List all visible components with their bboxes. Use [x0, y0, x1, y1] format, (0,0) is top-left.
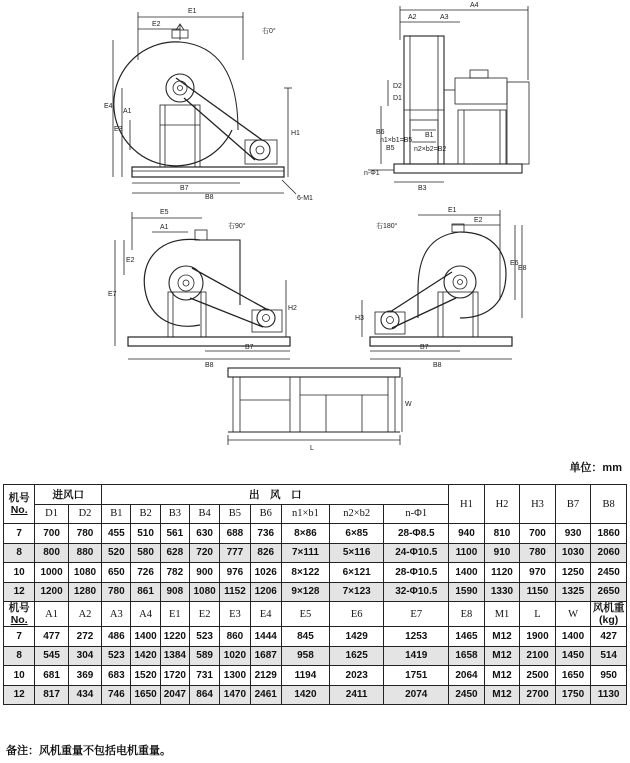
view-right-90-text	[108, 209, 297, 369]
svg-text:H1: H1	[291, 130, 300, 137]
table-cell: 12	[4, 582, 35, 602]
table-cell: 900	[189, 563, 219, 583]
svg-text:H3: H3	[355, 315, 364, 322]
view-right-0-text	[104, 8, 313, 202]
svg-text:E3: E3	[114, 126, 123, 133]
svg-text:A2: A2	[408, 14, 417, 21]
table-cell: 726	[131, 563, 160, 583]
table-cell: 7×123	[329, 582, 383, 602]
table-row	[4, 563, 627, 583]
table-cell: 800	[35, 543, 68, 563]
table-cell: 700	[35, 524, 68, 544]
header2-weight: 风机重 (kg)	[591, 602, 627, 627]
table-cell: 2060	[591, 543, 627, 563]
header2-a1: A1	[35, 602, 68, 627]
table-cell: 860	[220, 627, 250, 647]
table-cell: 1860	[591, 524, 627, 544]
table-cell: 1520	[131, 666, 160, 686]
table-cell: 1400	[449, 563, 485, 583]
svg-text:E2: E2	[474, 217, 483, 224]
svg-text:A1: A1	[160, 224, 169, 231]
table-cell: 1658	[449, 646, 485, 666]
header2-e5: E5	[281, 602, 329, 627]
table-cell: 1625	[329, 646, 383, 666]
table-cell: 731	[189, 666, 219, 686]
table-cell: 630	[189, 524, 219, 544]
table-cell: 2461	[250, 685, 281, 705]
table-cell: 1150	[520, 582, 556, 602]
table-cell: 272	[68, 627, 101, 647]
table-cell: 304	[68, 646, 101, 666]
svg-text:E8: E8	[518, 265, 527, 272]
svg-text:E1: E1	[448, 207, 457, 214]
table-cell: 1020	[220, 646, 250, 666]
view-right-180	[362, 210, 522, 359]
table-cell: 1280	[68, 582, 101, 602]
table-cell: 32-Φ10.5	[384, 582, 449, 602]
table-cell: 7×111	[281, 543, 329, 563]
table-cell: 2650	[591, 582, 627, 602]
header-h3: H3	[520, 485, 556, 524]
table-cell: 1465	[449, 627, 485, 647]
table-cell: 780	[102, 582, 131, 602]
table1-header-row-1	[4, 485, 627, 505]
header-inlet: 进风口	[35, 485, 102, 505]
table-cell: 477	[35, 627, 68, 647]
svg-text:E7: E7	[108, 291, 117, 298]
table-cell: 455	[102, 524, 131, 544]
svg-text:E2: E2	[152, 21, 161, 28]
table-cell: 782	[160, 563, 189, 583]
table-cell: 1325	[555, 582, 591, 602]
table-cell: 1000	[35, 563, 68, 583]
table-cell: 930	[555, 524, 591, 544]
table-cell: 976	[220, 563, 250, 583]
header2-m1: M1	[484, 602, 520, 627]
table-cell: 1419	[384, 646, 449, 666]
table-cell: 1100	[449, 543, 485, 563]
table-cell: 880	[68, 543, 101, 563]
table-cell: 1900	[520, 627, 556, 647]
table-cell: 1751	[384, 666, 449, 686]
table-cell: 2064	[449, 666, 485, 686]
table-cell: 10	[4, 666, 35, 686]
table-cell: 523	[189, 627, 219, 647]
svg-text:n2×b2=B2: n2×b2=B2	[414, 146, 447, 153]
table-cell: 545	[35, 646, 68, 666]
table-cell: 746	[102, 685, 131, 705]
table-row	[4, 543, 627, 563]
table-cell: 1220	[160, 627, 189, 647]
table-cell: 1650	[131, 685, 160, 705]
table-cell: 1250	[555, 563, 591, 583]
table-cell: 628	[160, 543, 189, 563]
header2-l: L	[520, 602, 556, 627]
table-cell: 24-Φ10.5	[384, 543, 449, 563]
header-nphi1: n-Φ1	[384, 504, 449, 524]
table-cell: 1470	[220, 685, 250, 705]
table-cell: 1152	[220, 582, 250, 602]
table-cell: 777	[220, 543, 250, 563]
table-cell: 780	[520, 543, 556, 563]
header2-a3: A3	[102, 602, 131, 627]
table1-body	[4, 485, 627, 524]
table-cell: 434	[68, 685, 101, 705]
header2-e3: E3	[220, 602, 250, 627]
table-cell: 1120	[484, 563, 520, 583]
header-d2: D2	[68, 504, 101, 524]
svg-text:6-M1: 6-M1	[297, 195, 313, 202]
svg-text:B8: B8	[205, 194, 214, 201]
table-cell: 861	[131, 582, 160, 602]
header2-w: W	[555, 602, 591, 627]
table2-rows	[4, 627, 627, 705]
svg-text:H2: H2	[288, 305, 297, 312]
table-cell: 2450	[449, 685, 485, 705]
table-cell: 1194	[281, 666, 329, 686]
table-cell: 2500	[520, 666, 556, 686]
table-row	[4, 524, 627, 544]
table-cell: 523	[102, 646, 131, 666]
svg-text:A1: A1	[123, 108, 132, 115]
table-cell: 427	[591, 627, 627, 647]
table-cell: 1026	[250, 563, 281, 583]
table-cell: 1080	[68, 563, 101, 583]
table-cell: 6×121	[329, 563, 383, 583]
table-cell: 2074	[384, 685, 449, 705]
table-row	[4, 646, 627, 666]
header-n1b1: n1×b1	[281, 504, 329, 524]
table-row	[4, 685, 627, 705]
table-cell: 864	[189, 685, 219, 705]
table-cell: 2450	[591, 563, 627, 583]
table-cell: 683	[102, 666, 131, 686]
svg-text:L: L	[310, 445, 314, 452]
table-cell: 2129	[250, 666, 281, 686]
table-row	[4, 627, 627, 647]
table-cell: 514	[591, 646, 627, 666]
table-cell: 2023	[329, 666, 383, 686]
table-cell: M12	[484, 627, 520, 647]
table-cell: 8	[4, 646, 35, 666]
table1-rows	[4, 524, 627, 602]
header-jihao: 机号 No.	[4, 485, 35, 524]
svg-text:B3: B3	[418, 185, 427, 192]
footnote: 备注：风机重量不包括电机重量。	[6, 745, 171, 757]
svg-text:右90°: 右90°	[228, 223, 246, 230]
table-cell: 520	[102, 543, 131, 563]
svg-text:A4: A4	[470, 2, 479, 9]
table-cell: 580	[131, 543, 160, 563]
svg-text:B7: B7	[180, 185, 189, 192]
table-row	[4, 666, 627, 686]
table-cell: 9×128	[281, 582, 329, 602]
table-cell: 1330	[484, 582, 520, 602]
table-cell: 8×86	[281, 524, 329, 544]
table-cell: M12	[484, 646, 520, 666]
unit-label: 单位：mm	[569, 462, 622, 474]
svg-text:B6: B6	[376, 129, 385, 136]
header2-jihao: 机号 No.	[4, 602, 35, 627]
header2-e7: E7	[384, 602, 449, 627]
table-cell: 28-Φ10.5	[384, 563, 449, 583]
table-cell: 650	[102, 563, 131, 583]
table-cell: 2047	[160, 685, 189, 705]
svg-text:B5: B5	[386, 145, 395, 152]
table-cell: 1450	[555, 646, 591, 666]
header-n2b2: n2×b2	[329, 504, 383, 524]
table-cell: 12	[4, 685, 35, 705]
table-cell: 1650	[555, 666, 591, 686]
view-right-90	[115, 212, 290, 359]
view-side	[368, 6, 529, 182]
header-d1: D1	[35, 504, 68, 524]
table-cell: 1400	[131, 627, 160, 647]
table-cell: 700	[520, 524, 556, 544]
table-cell: 826	[250, 543, 281, 563]
header-b8: B8	[591, 485, 627, 524]
table-cell: 720	[189, 543, 219, 563]
svg-text:E4: E4	[104, 103, 113, 110]
table-cell: 7	[4, 524, 35, 544]
table-row	[4, 582, 627, 602]
table-cell: 1200	[35, 582, 68, 602]
table-cell: 8×122	[281, 563, 329, 583]
table-cell: 2700	[520, 685, 556, 705]
header-b1: B1	[102, 504, 131, 524]
table-cell: M12	[484, 685, 520, 705]
table-cell: 10	[4, 563, 35, 583]
table-cell: 950	[591, 666, 627, 686]
svg-text:右180°: 右180°	[376, 223, 398, 230]
table2-header	[4, 602, 627, 627]
svg-text:B1: B1	[425, 132, 434, 139]
svg-text:D2: D2	[393, 83, 402, 90]
header-b5: B5	[220, 504, 250, 524]
header-b2: B2	[131, 504, 160, 524]
header-b6: B6	[250, 504, 281, 524]
header2-e4: E4	[250, 602, 281, 627]
header-b3: B3	[160, 504, 189, 524]
table-cell: 1720	[160, 666, 189, 686]
table-cell: 736	[250, 524, 281, 544]
table-cell: 958	[281, 646, 329, 666]
svg-text:E6: E6	[510, 260, 519, 267]
svg-text:W: W	[405, 401, 412, 408]
table-cell: 486	[102, 627, 131, 647]
table-cell: 970	[520, 563, 556, 583]
header-outlet: 出 风 口	[102, 485, 449, 505]
table-cell: 1130	[591, 685, 627, 705]
table-cell: 1400	[555, 627, 591, 647]
table-cell: 510	[131, 524, 160, 544]
view-right-180-text	[355, 207, 527, 369]
svg-text:n-Φ1: n-Φ1	[364, 170, 380, 177]
svg-text:B7: B7	[420, 344, 429, 351]
svg-text:右0°: 右0°	[262, 28, 276, 35]
table-cell: 369	[68, 666, 101, 686]
svg-text:E2: E2	[126, 257, 135, 264]
svg-text:n1×b1=B5: n1×b1=B5	[380, 137, 413, 144]
table-cell: 810	[484, 524, 520, 544]
table-cell: 1444	[250, 627, 281, 647]
table-cell: 1429	[329, 627, 383, 647]
table-cell: 1253	[384, 627, 449, 647]
table-cell: 561	[160, 524, 189, 544]
table-cell: 5×116	[329, 543, 383, 563]
table-cell: 780	[68, 524, 101, 544]
table-cell: 845	[281, 627, 329, 647]
table2-header-row	[4, 602, 627, 627]
table-cell: 7	[4, 627, 35, 647]
table-cell: 908	[160, 582, 189, 602]
svg-text:B8: B8	[205, 362, 214, 369]
table-cell: M12	[484, 666, 520, 686]
table-cell: 1206	[250, 582, 281, 602]
svg-text:E5: E5	[160, 209, 169, 216]
svg-text:B8: B8	[433, 362, 442, 369]
header2-e2: E2	[189, 602, 219, 627]
table-cell: 688	[220, 524, 250, 544]
table-cell: 1750	[555, 685, 591, 705]
header-b4: B4	[189, 504, 219, 524]
header2-e1: E1	[160, 602, 189, 627]
header2-a4: A4	[131, 602, 160, 627]
header2-e6: E6	[329, 602, 383, 627]
svg-text:B7: B7	[245, 344, 254, 351]
table-cell: 8	[4, 543, 35, 563]
svg-text:A3: A3	[440, 14, 449, 21]
table-cell: 6×85	[329, 524, 383, 544]
table-cell: 681	[35, 666, 68, 686]
spec-table	[3, 484, 627, 705]
table-cell: 910	[484, 543, 520, 563]
header2-a2: A2	[68, 602, 101, 627]
table-cell: 1080	[189, 582, 219, 602]
svg-text:E1: E1	[188, 8, 197, 15]
view-right-0	[113, 12, 296, 194]
view-base-frame-text	[310, 401, 412, 452]
header-h2: H2	[484, 485, 520, 524]
table-cell: 1300	[220, 666, 250, 686]
table-cell: 1420	[131, 646, 160, 666]
table-cell: 28-Φ8.5	[384, 524, 449, 544]
table-cell: 940	[449, 524, 485, 544]
table-cell: 1384	[160, 646, 189, 666]
table-cell: 1590	[449, 582, 485, 602]
table-cell: 1030	[555, 543, 591, 563]
table-cell: 817	[35, 685, 68, 705]
header2-e8: E8	[449, 602, 485, 627]
view-base-frame	[228, 368, 402, 445]
svg-text:D1: D1	[393, 95, 402, 102]
table-cell: 589	[189, 646, 219, 666]
table-cell: 2411	[329, 685, 383, 705]
table-cell: 2100	[520, 646, 556, 666]
header-b7: B7	[555, 485, 591, 524]
table-cell: 1420	[281, 685, 329, 705]
header-h1: H1	[449, 485, 485, 524]
table-cell: 1687	[250, 646, 281, 666]
